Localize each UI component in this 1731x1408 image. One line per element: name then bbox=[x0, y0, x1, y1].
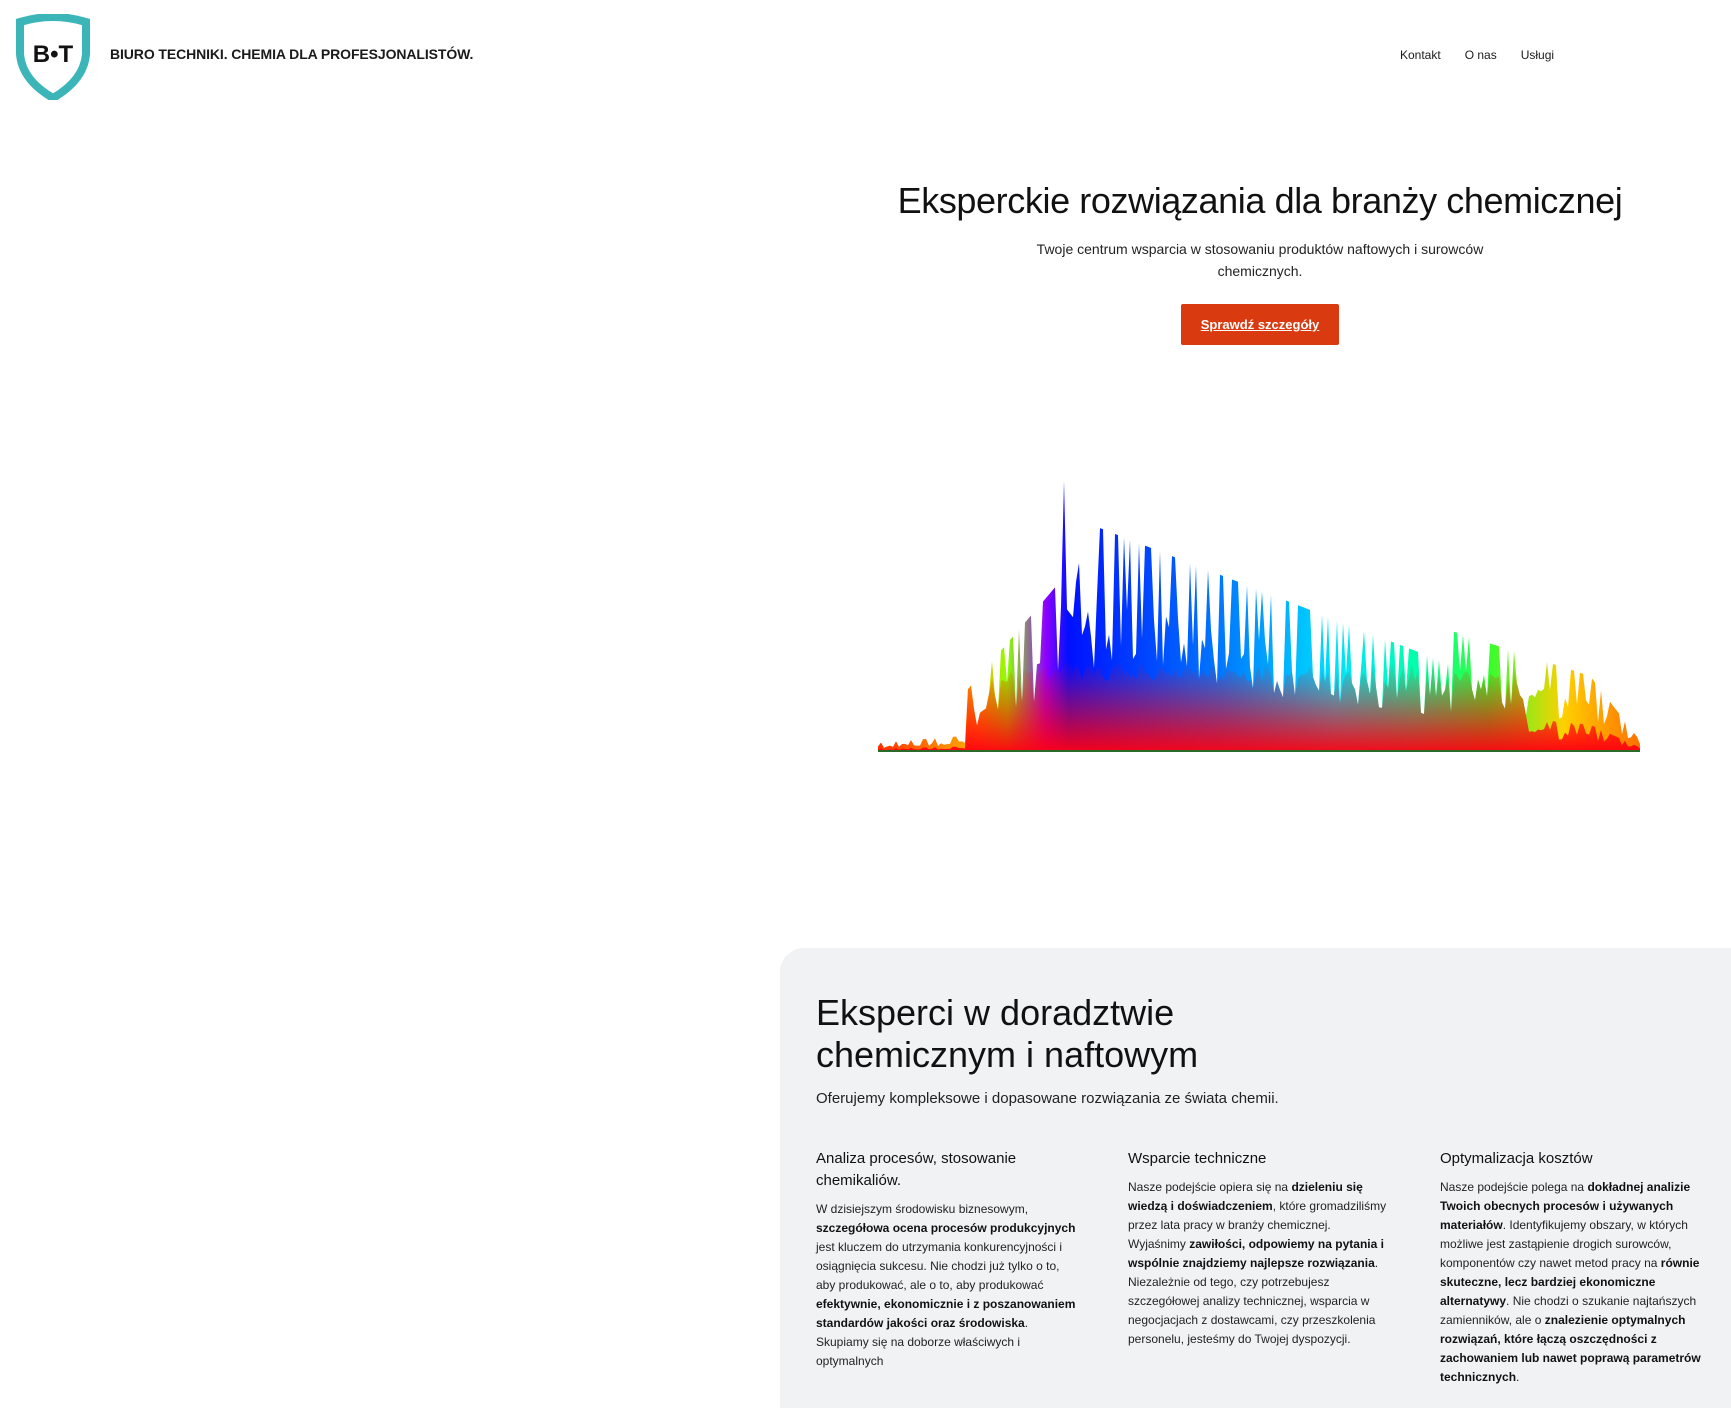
main-nav bbox=[1400, 48, 1554, 62]
service-text-analysis bbox=[816, 1200, 1078, 1371]
logo-text: B•T bbox=[32, 41, 74, 68]
body-text: jest kluczem do utrzymania konkurencyjności i osiągnięcia sukcesu. Nie chodzi już tylko o to, aby produkować, ale o to, aby produkować bbox=[816, 1240, 1063, 1292]
hero-subtitle: Twoje centrum wsparcia w stosowaniu produktów naftowych i surowców chemicznych. bbox=[1036, 241, 1484, 279]
nav-link-o-nas[interactable]: O nas bbox=[1464, 48, 1497, 62]
body-text: , które gromadziliśmy przez lata pracy w branży chemicznej. Wyjaśnimy bbox=[1128, 1199, 1387, 1251]
service-heading-analysis: Analiza procesów, stosowanie chemikaliów. bbox=[816, 1150, 1017, 1189]
service-column-analysis bbox=[816, 1148, 1078, 1371]
hero-section bbox=[860, 180, 1660, 345]
body-text: . Niezależnie od tego, czy potrzebujesz szczegółowej analizy technicznej, wsparcia w negocjacjach z dostawcami, czy przeszkolenia personelu, jesteśmy do Twojej dyspozycji. bbox=[1128, 1256, 1379, 1346]
service-heading-costs: Optymalizacja kosztów bbox=[1440, 1150, 1593, 1167]
services-panel bbox=[780, 948, 1731, 1408]
service-text-support bbox=[1128, 1178, 1390, 1349]
emphasis-text: zawiłości, odpowiemy na pytania i wspólnie znajdziemy najlepsze rozwiązania bbox=[1128, 1237, 1384, 1270]
logo-shield-icon[interactable] bbox=[12, 14, 94, 100]
body-text: . Skupiamy się na doborze właściwych i optymalnych bbox=[816, 1316, 1029, 1368]
hero-title: Eksperckie rozwiązania dla branży chemicznej bbox=[897, 180, 1623, 221]
details-button[interactable]: Sprawdź szczegóły bbox=[1181, 304, 1339, 345]
emphasis-text: równie skuteczne, lecz bardziej ekonomiczne alternatywy bbox=[1440, 1256, 1700, 1308]
body-text: . bbox=[1516, 1370, 1520, 1384]
service-text-costs bbox=[1440, 1178, 1702, 1387]
spectrum-graphic bbox=[874, 420, 1644, 755]
nav-link-uslugi[interactable]: Usługi bbox=[1520, 48, 1555, 62]
service-column-costs bbox=[1440, 1148, 1702, 1387]
emphasis-text: efektywnie, ekonomicznie i z poszanowaniem standardów jakości oraz środowiska bbox=[816, 1297, 1076, 1330]
service-column-support bbox=[1128, 1148, 1390, 1349]
emphasis-text: dzieleniu się wiedzą i doświadczeniem bbox=[1128, 1180, 1363, 1213]
body-text: Nasze podejście opiera się na bbox=[1128, 1180, 1292, 1194]
nav-link-kontakt[interactable]: Kontakt bbox=[1400, 48, 1441, 62]
services-title: Eksperci w doradztwie chemicznym i naftowym bbox=[816, 992, 1199, 1075]
body-text: Nasze podejście polega na bbox=[1440, 1180, 1588, 1194]
emphasis-text: dokładnej analizie Twoich obecnych procesów i używanych materiałów bbox=[1440, 1180, 1691, 1232]
site-title[interactable]: BIURO TECHNIKI. CHEMIA DLA PROFESJONALISTÓW. bbox=[110, 46, 474, 62]
services-lead: Oferujemy kompleksowe i dopasowane rozwiązania ze świata chemii. bbox=[816, 1090, 1279, 1107]
site-header bbox=[0, 0, 1731, 110]
emphasis-text: szczegółowa ocena procesów produkcyjnych bbox=[816, 1221, 1076, 1235]
emphasis-text: znalezienie optymalnych rozwiązań, które łączą oszczędności z zachowaniem lub nawet poprawą parametrów technicznych bbox=[1440, 1313, 1701, 1384]
body-text: . Nie chodzi o szukanie najtańszych zamienników, ale o bbox=[1440, 1294, 1697, 1327]
body-text: W dzisiejszym środowisku biznesowym, bbox=[816, 1202, 1029, 1216]
service-heading-support: Wsparcie techniczne bbox=[1128, 1150, 1267, 1167]
body-text: . Identyfikujemy obszary, w których możliwe jest zastąpienie drogich surowców, komponentów czy nawet metod pracy na bbox=[1440, 1218, 1688, 1270]
